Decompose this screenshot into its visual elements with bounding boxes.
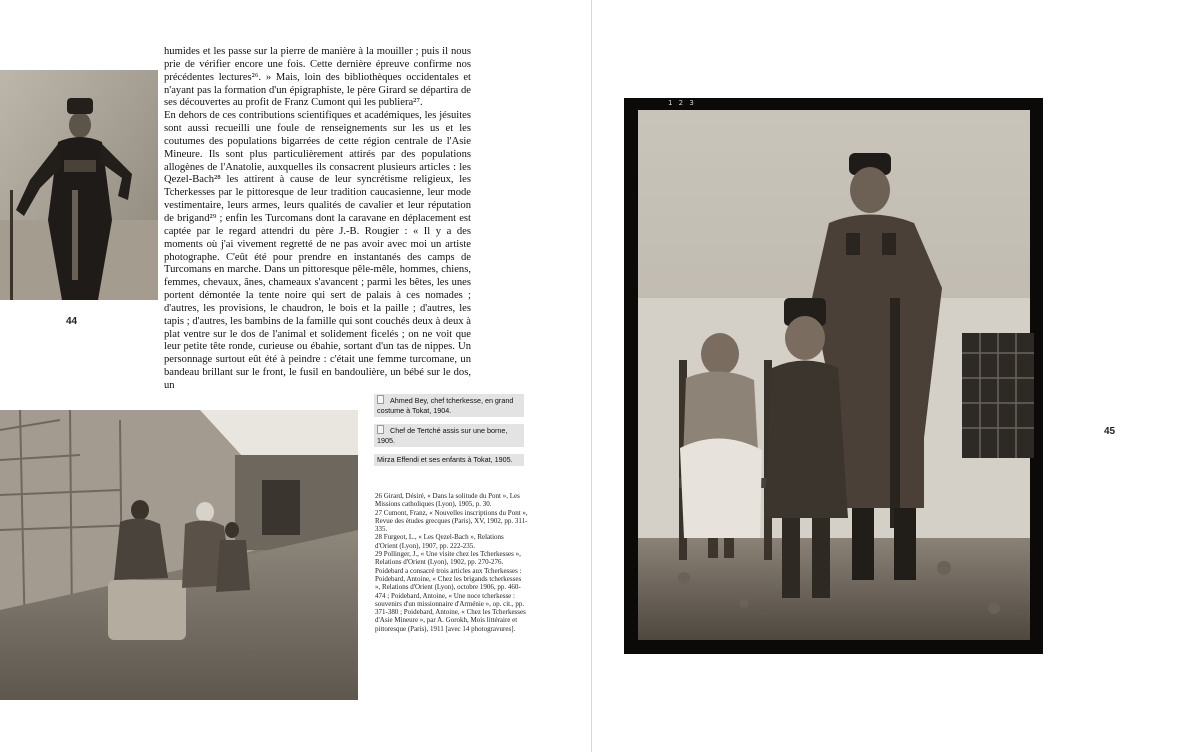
body-paragraph-1: humides et les passe sur la pierre de manière à la mouiller ; puis il nous prie de vérifier encore une fois. Cette dernière épreuve confirme nos précédentes lectures²⁶. » Mais, loin des bibliothèques occidentales et n'ayant pas la formation d'un épigraphiste, le père Girard se départira de ses découvertes au profit de Franz Cumont qui les publiera²⁷.	[164, 46, 471, 109]
footnote-29: 29 Pollinger, J., « Une visite chez les Tcherkesses », Relations d'Orient (Lyon), 1902, pp. 270-276. Poidebard a consacré trois articles aux Tcherkesses : Poidebard, Antoine, « Chez les brigands tcherkesses », Relations d'Orient (Lyon), octobre 1906, pp. 460-474 ; Poidebard, Antoine, « Une noce tcherkesse : souvenirs d'un missionnaire d'Arménie », op. cit., pp. 371-380 ; Poidebard, Antoine, « Chez les Tcherkesses d'Asie Mineure », par A. Gorokh, Mois littéraire et pittoresque (Paris), 1911 [avec 14 photogravures].	[375, 550, 526, 633]
photo-chef-tertche	[0, 410, 358, 700]
caption-1	[374, 394, 524, 417]
caption-marker-icon	[377, 425, 384, 434]
caption-marker-icon	[377, 395, 384, 404]
left-page	[0, 0, 590, 752]
footnote-28: 28 Furgeot, L., « Les Qezel-Bach », Relations d'Orient (Lyon), 1907, pp. 222-235.	[375, 533, 504, 550]
body-text	[164, 46, 471, 393]
photo-ahmed-bey	[0, 70, 158, 300]
page-number-left: 44	[66, 316, 78, 327]
right-page	[591, 0, 1181, 752]
caption-2	[374, 424, 524, 447]
caption-3-text: Mirza Effendi et ses enfants à Tokat, 1905.	[377, 455, 513, 464]
photo-ahmed-bey-image	[0, 70, 158, 300]
photo-mirza-effendi	[624, 98, 1043, 654]
photo-mirza-effendi-image	[624, 98, 1043, 654]
body-paragraph-2: En dehors de ces contributions scientifiques et académiques, les jésuites sont aussi recueilli une foule de renseignements sur les us et les coutumes des populations bigarrées de cette région centrale de l'Asie Mineure. Ils sont plus particulièrement attirés par des populations allogènes de l'Anatolie, auxquelles ils consacrent plusieurs articles : les Qezel-Bach²⁸ les attirent à cause de leur syncrétisme religieux, les Tcherkesses par le pittoresque de leur tradition caucasienne, leur mode vestimentaire, leurs armes, leurs qualités de cavalier et leur réputation de brigand²⁹ ; enfin les Turcomans dont la caravane en déplacement est captée par le regard attendri du père J.-B. Rougier : « Il y a des moments où j'ai vivement regretté de ne pas avoir avec moi un artiste photographe. C'eût été pour prendre en instantanés des camps de Turcomans en marche. Dans un pittoresque pêle-mêle, hommes, chiens, femmes, chevaux, ânes, chameaux s'avancent ; parmi les bêtes, les unes portent démontée la tente noire qui sert de palais à ces nomades ; d'autres, les provisions, le chaudron, le bois et la paille ; d'autres, les tapis ; d'autres, les bambins de la famille qui sont couchés deux à deux à plat ventre sur le dos de l'animal et solidement ficelés ; on ne voit que leur petite tête ronde, curieuse ou ébahie, sortant d'un tas de nippes. Un personnage surtout eût été à peindre : c'était une femme turcomane, un bandeau brillant sur le front, le fusil en bandoulière, un bébé sur le dos, un	[164, 110, 471, 391]
captions	[374, 394, 524, 473]
caption-2-text: Chef de Tertché assis sur une borne, 1905.	[377, 426, 508, 445]
footnotes	[375, 492, 528, 633]
footnote-26: 26 Girard, Désiré, « Dans la solitude du Pont », Les Missions catholiques (Lyon), 1905, p. 30.	[375, 492, 520, 509]
page-number-right: 45	[1104, 426, 1116, 437]
photo-chef-tertche-image	[0, 410, 358, 700]
plate-marking: 1 2 3	[668, 99, 696, 107]
caption-1-text: Ahmed Bey, chef tcherkesse, en grand costume à Tokat, 1904.	[377, 396, 514, 415]
footnote-27: 27 Cumont, Franz, « Nouvelles inscriptions du Pont », Revue des études grecques (Paris), XV, 1902, pp. 311-335.	[375, 508, 528, 534]
caption-3	[374, 454, 524, 466]
